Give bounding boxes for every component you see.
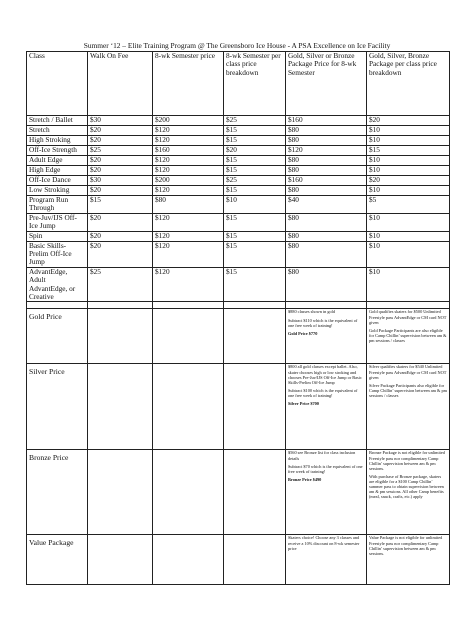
cell-per-class-price: $15 xyxy=(224,231,286,241)
cell-per-class-price: $15 xyxy=(224,241,286,267)
empty-cell xyxy=(153,364,224,450)
cell-package-price: $80 xyxy=(286,241,367,267)
table-header-row xyxy=(27,52,450,116)
package-benefit-details xyxy=(367,450,450,535)
package-row xyxy=(27,535,450,585)
cell-walk-on-fee: $20 xyxy=(88,136,153,146)
cell-semester-price: $120 xyxy=(153,267,224,302)
cell-walk-on-fee: $25 xyxy=(88,146,153,156)
empty-cell xyxy=(224,450,286,535)
detail-paragraph: Gold Price $770 xyxy=(288,330,318,336)
cell-package-price: $80 xyxy=(286,166,367,176)
cell-package-price: $160 xyxy=(286,116,367,126)
cell-package-per-class: $10 xyxy=(367,213,450,231)
package-price-details xyxy=(286,535,367,585)
cell-class-name: Program Run Through xyxy=(27,196,88,214)
package-benefit-details xyxy=(367,535,450,585)
cell-class-name: AdvantEdge, Adult AdvantEdge, or Creative xyxy=(27,267,88,302)
column-header-per-class-price: 8-wk Semester per class price breakdown xyxy=(224,52,286,116)
cell-class-name: Spin xyxy=(27,231,88,241)
cell-package-price: $80 xyxy=(286,136,367,146)
column-header-class: Class xyxy=(27,52,88,116)
cell-semester-price: $120 xyxy=(153,241,224,267)
table-row xyxy=(27,186,450,196)
cell-semester-price: $200 xyxy=(153,176,224,186)
detail-paragraph: Skaters choice! Choose any 3 classes and receive a 10% discount on 8-wk semester price xyxy=(288,535,360,551)
column-header-package-per-class: Gold, Silver, Bronze Package per class price breakdown xyxy=(367,52,450,116)
package-benefit-details xyxy=(367,309,450,364)
cell-per-class-price: $15 xyxy=(224,186,286,196)
detail-paragraph: With purchase of Bronze package, skaters are eligible for a $100 Camp Chillin’ summer pass to obtain supervision between am & pm sessions. All other Camp benefits (meal, snack, crafts, etc.) apply xyxy=(369,473,444,500)
cell-walk-on-fee: $20 xyxy=(88,186,153,196)
cell-package-price: $120 xyxy=(286,146,367,156)
cell-per-class-price: $15 xyxy=(224,156,286,166)
table-row xyxy=(27,166,450,176)
cell-package-per-class: $10 xyxy=(367,166,450,176)
table-row xyxy=(27,231,450,241)
detail-paragraph: $880 classes shown in gold xyxy=(288,309,336,315)
cell-package-per-class: $10 xyxy=(367,267,450,302)
cell-package-price: $80 xyxy=(286,186,367,196)
cell-semester-price: $120 xyxy=(153,166,224,176)
cell-walk-on-fee: $20 xyxy=(88,126,153,136)
cell-walk-on-fee: $20 xyxy=(88,166,153,176)
cell-package-price: $160 xyxy=(286,176,367,186)
cell-package-per-class: $10 xyxy=(367,156,450,166)
cell-package-per-class: $20 xyxy=(367,116,450,126)
cell-package-per-class: $10 xyxy=(367,231,450,241)
empty-cell xyxy=(88,364,153,450)
cell-semester-price: $120 xyxy=(153,231,224,241)
empty-cell xyxy=(153,450,224,535)
cell-package-price: $80 xyxy=(286,213,367,231)
package-label: Bronze Price xyxy=(27,450,88,535)
cell-semester-price: $120 xyxy=(153,186,224,196)
package-row xyxy=(27,309,450,364)
detail-paragraph: Gold Package Participants are also eligible for Camp Chillin’ supervision between am & pm sessions / classes xyxy=(369,327,447,343)
cell-walk-on-fee: $25 xyxy=(88,267,153,302)
package-label: Gold Price xyxy=(27,309,88,364)
column-header-semester-price: 8-wk Semester price xyxy=(153,52,224,116)
cell-per-class-price: $15 xyxy=(224,213,286,231)
column-header-walk-on-fee: Walk On Fee xyxy=(88,52,153,116)
table-row xyxy=(27,116,450,126)
cell-per-class-price: $25 xyxy=(224,116,286,126)
cell-package-per-class: $10 xyxy=(367,186,450,196)
cell-semester-price: $120 xyxy=(153,156,224,166)
column-header-package-price: Gold, Silver or Bronze Package Price for 8-wk Semester xyxy=(286,52,367,116)
package-row xyxy=(27,450,450,535)
empty-cell xyxy=(224,309,286,364)
cell-semester-price: $200 xyxy=(153,116,224,126)
cell-package-per-class: $10 xyxy=(367,241,450,267)
empty-cell xyxy=(153,309,224,364)
cell-class-name: Pre-Juv/IJS Off-Ice Jump xyxy=(27,213,88,231)
page-title: Summer ‘12 – Elite Training Program @ The Greensboro Ice House - A PSA Excellence on Ice Facility xyxy=(83,41,391,50)
cell-package-price: $80 xyxy=(286,267,367,302)
table-row xyxy=(27,213,450,231)
detail-paragraph: Subtract $110 which is the equivalent of one free week of training! xyxy=(288,317,358,328)
detail-paragraph: Subtract $100 which is the equivalent of one free week of training! xyxy=(288,387,358,398)
cell-per-class-price: $25 xyxy=(224,176,286,186)
package-price-details xyxy=(286,364,367,450)
empty-cell xyxy=(88,535,153,585)
cell-package-per-class: $20 xyxy=(367,176,450,186)
cell-semester-price: $160 xyxy=(153,146,224,156)
cell-walk-on-fee: $20 xyxy=(88,231,153,241)
cell-semester-price: $120 xyxy=(153,213,224,231)
package-row xyxy=(27,364,450,450)
table-row xyxy=(27,156,450,166)
empty-cell xyxy=(88,309,153,364)
cell-walk-on-fee: $20 xyxy=(88,241,153,267)
detail-paragraph: $560 see Bronze list for class inclusion details xyxy=(288,450,356,461)
cell-walk-on-fee: $20 xyxy=(88,213,153,231)
cell-package-price: $80 xyxy=(286,231,367,241)
cell-semester-price: $80 xyxy=(153,196,224,214)
pricing-table xyxy=(26,51,450,585)
table-row xyxy=(27,267,450,302)
empty-cell xyxy=(224,364,286,450)
cell-package-per-class: $5 xyxy=(367,196,450,214)
table-row xyxy=(27,146,450,156)
detail-paragraph: Gold qualifies skaters for $500 Unlimited Freestyle pass AdvantEdge or CM card NOT given xyxy=(369,309,447,325)
detail-paragraph: Bronze Package is not eligible for unlimited Freestyle pass nor complimentary Camp Chillin’ supervision between am & pm sessions. xyxy=(369,450,445,471)
empty-cell xyxy=(88,450,153,535)
cell-walk-on-fee: $20 xyxy=(88,156,153,166)
cell-package-price: $80 xyxy=(286,156,367,166)
table-body xyxy=(27,52,450,585)
cell-walk-on-fee: $30 xyxy=(88,176,153,186)
cell-class-name: Low Stroking xyxy=(27,186,88,196)
detail-paragraph: Silver Package Participants also eligible for Camp Chillin’ supervision between am & pm sessions / classes xyxy=(369,382,447,398)
detail-paragraph: Silver qualifies skaters for $540 Unlimited Freestyle pass AdvantEdge or CM card NOT given xyxy=(369,364,447,380)
cell-class-name: Off-Ice Strength xyxy=(27,146,88,156)
package-label: Silver Price xyxy=(27,364,88,450)
cell-package-per-class: $10 xyxy=(367,126,450,136)
table-row xyxy=(27,126,450,136)
cell-package-per-class: $15 xyxy=(367,146,450,156)
table-row xyxy=(27,176,450,186)
cell-class-name: Stretch / Ballet xyxy=(27,116,88,126)
cell-package-per-class: $10 xyxy=(367,136,450,146)
cell-per-class-price: $15 xyxy=(224,126,286,136)
cell-per-class-price: $15 xyxy=(224,267,286,302)
cell-semester-price: $120 xyxy=(153,136,224,146)
cell-package-price: $80 xyxy=(286,126,367,136)
cell-per-class-price: $15 xyxy=(224,166,286,176)
package-benefit-details xyxy=(367,364,450,450)
cell-walk-on-fee: $30 xyxy=(88,116,153,126)
cell-semester-price: $120 xyxy=(153,126,224,136)
cell-class-name: Basic Skills-Prelim Off-Ice Jump xyxy=(27,241,88,267)
cell-per-class-price: $20 xyxy=(224,146,286,156)
cell-per-class-price: $10 xyxy=(224,196,286,214)
cell-class-name: Off-Ice Dance xyxy=(27,176,88,186)
detail-paragraph: Bronze Price $490 xyxy=(288,476,322,482)
empty-cell xyxy=(224,535,286,585)
table-row xyxy=(27,241,450,267)
cell-per-class-price: $15 xyxy=(224,136,286,146)
cell-class-name: Adult Edge xyxy=(27,156,88,166)
empty-cell xyxy=(153,535,224,585)
separator-row xyxy=(27,302,450,309)
cell-package-price: $40 xyxy=(286,196,367,214)
detail-paragraph: $800 all gold classes except ballet. Also, skater chooses high or low stroking and chooses Pre-Juv/IJS Off-Ice Jump or Basic Skills-Prelim Off-Ice Jump xyxy=(288,364,362,385)
package-price-details xyxy=(286,450,367,535)
package-label: Value Package xyxy=(27,535,88,585)
detail-paragraph: Silver Price $700 xyxy=(288,401,319,407)
cell-walk-on-fee: $15 xyxy=(88,196,153,214)
table-row xyxy=(27,196,450,214)
detail-paragraph: Value Package is not eligible for unlimited Freestyle pass nor complimentary Camp Chillin’ supervision between am & pm sessions. xyxy=(369,535,443,556)
cell-class-name: Stretch xyxy=(27,126,88,136)
package-price-details xyxy=(286,309,367,364)
cell-class-name: High Stroking xyxy=(27,136,88,146)
cell-class-name: High Edge xyxy=(27,166,88,176)
table-row xyxy=(27,136,450,146)
detail-paragraph: Subtract $70 which is the equivalent of one free week of training! xyxy=(288,463,363,474)
